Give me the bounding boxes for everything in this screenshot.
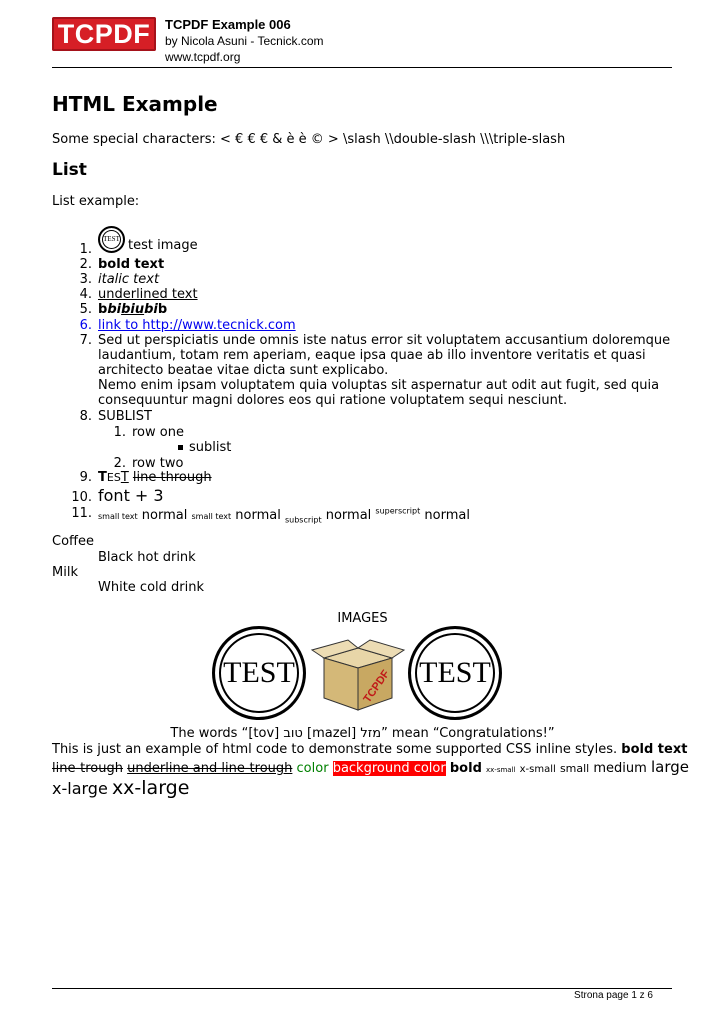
page-title: HTML Example [52, 92, 218, 116]
list-item: 6. link to http://www.tecnick.com [79, 318, 296, 333]
test-image-right: TEST [408, 626, 502, 720]
list-heading: List [52, 160, 87, 180]
css-styles-line: line-trough underline and line-trough color background color bold xx-small x-small small medium large [52, 758, 689, 776]
header-title: TCPDF Example 006 [165, 17, 291, 32]
tecnick-link[interactable]: link to http://www.tecnick.com [98, 318, 296, 333]
list-item: 9. TEST line through [79, 470, 212, 485]
sublist-item: 2. row two [113, 456, 184, 471]
list-item: 8. SUBLIST [79, 409, 152, 424]
header-url: www.tcpdf.org [165, 50, 241, 64]
sublist-bullet-item: sublist [178, 440, 231, 455]
tcpdf-box-image [310, 632, 406, 712]
words-line: The words “[tov] טוב [mazel] מזל” mean “Congratulations!” [170, 726, 555, 741]
list-item: 10. font + 3 [71, 486, 164, 505]
dl-definition: White cold drink [98, 580, 205, 595]
header-author: by Nicola Asuni - Tecnick.com [165, 34, 324, 48]
list-item: 7. Sed ut perspiciatis unde omnis iste natus error sit voluptatem accusantium doloremque laudantium, totam rem aperiam, eaque ipsa quae ab illo inventore veritatis et quasi architecto beatae vitae dicta sunt explicabo. Nemo enim ipsam voluptatem quia voluptas sit aspernatur aut odit aut fugit, sed quia consequuntur magni dolores eos qui ratione voluptatem sequi nesciunt. [79, 333, 671, 408]
sublist-item: 1. row one [113, 425, 184, 440]
list-number: 1. [79, 242, 92, 257]
list-item: 1. TEST test image [52, 226, 702, 253]
list-item: 5. bbibiubib [79, 302, 168, 317]
list-item: 2. bold text [79, 257, 165, 272]
list-item: 3. italic text [79, 272, 160, 287]
page-number: Strona page 1 z 6 [574, 990, 653, 1001]
list-item: 11. small text normal small text normal $_{subscript}$ normal $^{superscript}$ normal [71, 506, 470, 525]
test-image-icon: TEST [98, 226, 125, 253]
css-sizes-line: x-large xx-large [52, 777, 190, 799]
special-characters: Some special characters: < € € € & è è © > \slash \\double-slash \\\triple-slash [52, 132, 566, 147]
footer-rule [52, 988, 672, 989]
test-image-left: TEST [212, 626, 306, 720]
header-rule [52, 67, 672, 68]
box-label: TCPDF [361, 668, 393, 706]
tcpdf-logo: TCPDF [52, 17, 156, 51]
dl-definition: Black hot drink [98, 550, 196, 565]
list-example-label: List example: [52, 194, 140, 209]
dl-term: Milk [52, 565, 78, 580]
dl-term: Coffee [52, 534, 94, 549]
bullet-icon [178, 445, 183, 450]
css-intro-line: This is just an example of html code to demonstrate some supported CSS inline styles. bold text [52, 742, 688, 757]
images-caption: IMAGES [337, 611, 388, 626]
list-item: 4. underlined text [79, 287, 198, 302]
